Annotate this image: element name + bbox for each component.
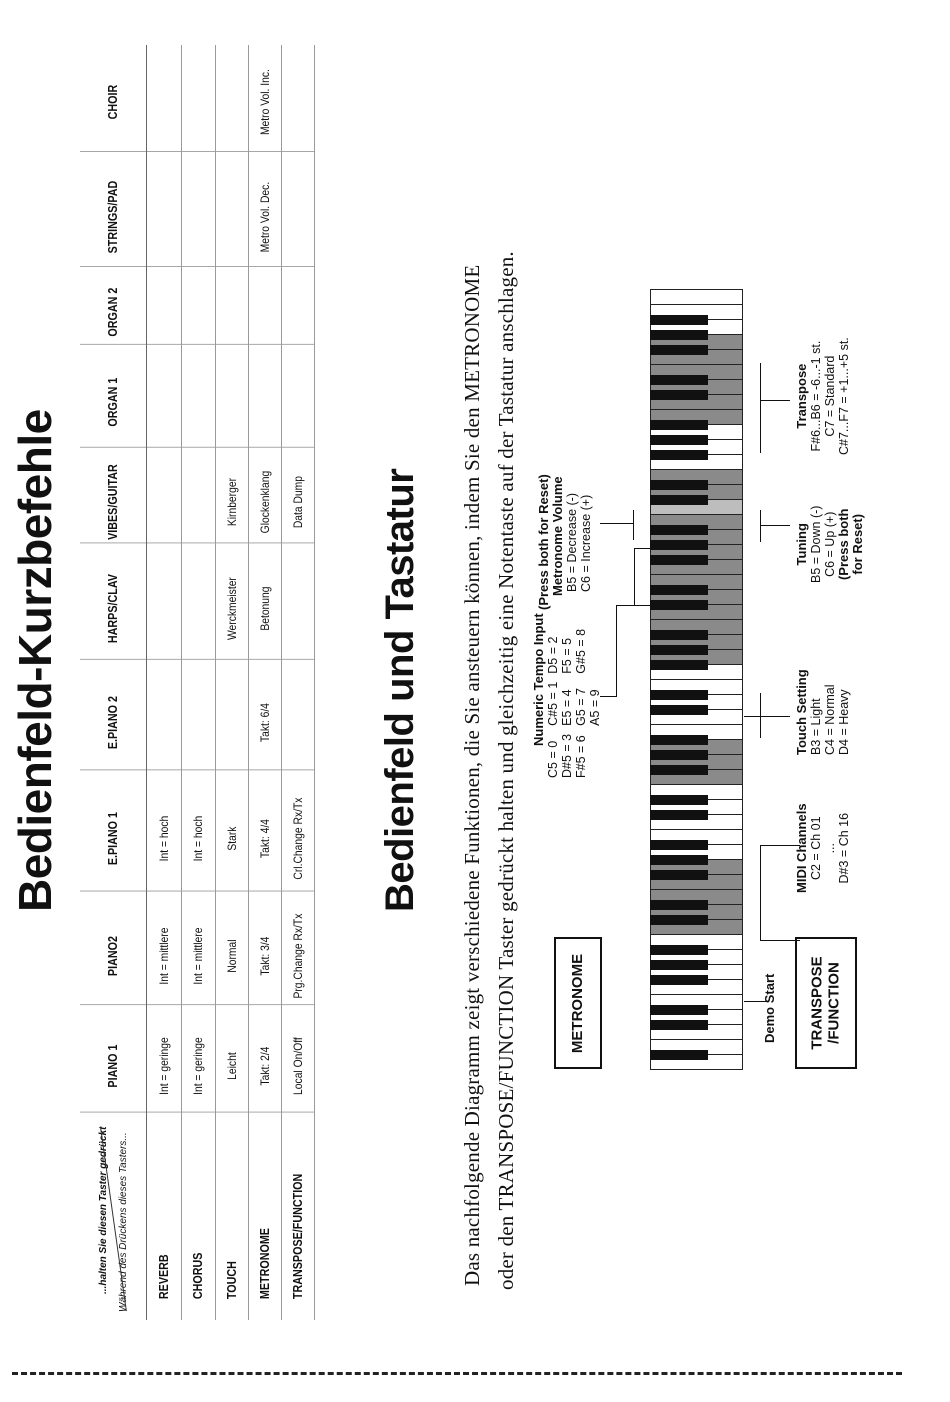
table-cell: Data Dump — [281, 462, 314, 544]
black-key — [650, 375, 708, 385]
metronome-volume-label: (Press both for Reset) Metronome Volume B5 = Decrease (-) C6 = Increase (+) — [536, 474, 593, 610]
col-header-organ1: ORGAN 1 — [80, 357, 146, 447]
table-row — [281, 45, 315, 1320]
table-cell: Crl.Change Rx/Tx — [281, 787, 314, 892]
black-key — [650, 420, 708, 430]
table-cell — [181, 280, 215, 345]
table-row — [215, 45, 249, 1320]
col-header-strings-pad: STRINGS/PAD — [80, 168, 146, 267]
shortcut-table — [80, 45, 315, 1320]
black-key — [650, 555, 708, 565]
black-key — [650, 915, 708, 925]
table-cell: Local On/Off — [281, 1020, 314, 1112]
table-cell — [215, 168, 248, 267]
col-header-organ2: ORGAN 2 — [80, 280, 146, 345]
intro-paragraph-line1: Das nachfolgende Diagramm zeigt verschiedene Funktionen, die Sie ansteuern können, indem Sie den METRONOME — [460, 264, 484, 1286]
table-cell — [215, 676, 248, 771]
col-header-piano2: PIANO2 — [80, 908, 146, 1005]
col-header-choir: CHOIR — [80, 53, 146, 152]
table-cell — [281, 168, 314, 267]
table-cell — [181, 53, 215, 152]
black-key — [650, 1020, 708, 1030]
col-header-vibes-guitar: VIBES/GUITAR — [80, 462, 146, 544]
table-cell — [281, 558, 314, 659]
table-header-row — [80, 45, 147, 1320]
touch-setting-label: Touch Setting B3 = Light C4 = Normal D4 = Heavy — [794, 669, 851, 755]
row-label: TOUCH — [224, 1261, 239, 1300]
table-cell — [281, 53, 314, 152]
black-key — [650, 945, 708, 955]
transpose-function-button[interactable]: TRANSPOSE /FUNCTION — [795, 937, 857, 1069]
table-cell: Leicht — [215, 1020, 248, 1112]
table-cell: Int = hoch — [181, 787, 215, 892]
table-cell — [181, 357, 215, 447]
numeric-tempo-label: Numeric Tempo Input C5 = 0 D#5 = 3 F#5 = 6 C#5 = 1 E5 = 4 G5 = 7 A5 = 9 D5 = 2 F5 = 5 G#5 = 8 — [531, 613, 602, 778]
metronome-button[interactable]: METRONOME — [554, 937, 602, 1069]
table-cell — [147, 53, 181, 152]
midi-channels-label: MIDI Channels C2 = Ch 01 ... D#3 = Ch 16 — [794, 803, 851, 893]
section-title: Bedienfeld und Tastatur — [378, 468, 422, 912]
black-key — [650, 585, 708, 595]
black-key — [650, 390, 708, 400]
table-cell: Takt: 4/4 — [248, 787, 281, 892]
table-cell — [181, 676, 215, 771]
black-key — [650, 705, 708, 715]
table-row — [147, 45, 182, 1320]
table-cell — [181, 462, 215, 544]
black-key — [650, 630, 708, 640]
table-cell: Metro Vol. Dec. — [248, 168, 281, 267]
table-cell — [147, 168, 181, 267]
table-cell — [147, 357, 181, 447]
black-key — [650, 525, 708, 535]
black-key — [650, 1050, 708, 1060]
black-key — [650, 810, 708, 820]
black-key — [650, 870, 708, 880]
table-cell: Takt: 6/4 — [248, 676, 281, 771]
table-cell — [147, 558, 181, 659]
table-cell: Takt: 2/4 — [248, 1020, 281, 1112]
row-label: CHORUS — [191, 1252, 205, 1300]
header-press-text: Während des Drückens dieses Tasters... — [117, 1132, 129, 1312]
table-cell — [248, 357, 281, 447]
black-key — [650, 960, 708, 970]
intro-paragraph-line2: oder den TRANSPOSE/FUNCTION Taster gedrückt halten und gleichzeitig eine Notentaste auf der Tastatur anschlagen. — [494, 251, 518, 1290]
col-header-epiano1: E.PIANO 1 — [80, 787, 146, 892]
transpose-label: Transpose F#6...B6 = -6...-1 st. C7 = Standard C#7...F7 = +1...+5 st. — [794, 337, 851, 455]
black-key — [650, 645, 708, 655]
black-key — [650, 690, 708, 700]
table-cell — [281, 280, 314, 345]
black-key — [650, 345, 708, 355]
black-key — [650, 600, 708, 610]
black-key — [650, 330, 708, 340]
black-key — [650, 495, 708, 505]
col-header-harps-clav: HARPS/CLAV — [80, 558, 146, 659]
table-cell — [215, 280, 248, 345]
black-key — [650, 540, 708, 550]
table-cell — [215, 357, 248, 447]
table-cell: Betonung — [248, 558, 281, 659]
black-key — [650, 855, 708, 865]
table-cell — [281, 676, 314, 771]
table-cell: Kirnberger — [215, 462, 248, 544]
table-cell — [147, 462, 181, 544]
table-corner-cell — [80, 1120, 146, 1320]
black-key — [650, 900, 708, 910]
table-cell: Normal — [215, 908, 248, 1005]
col-header-piano1: PIANO 1 — [80, 1020, 146, 1112]
black-key — [650, 735, 708, 745]
table-cell: Int = hoch — [147, 787, 181, 892]
table-row — [248, 45, 282, 1320]
demo-start-label: Demo Start — [762, 973, 777, 1043]
table-cell: Metro Vol. Inc. — [248, 53, 281, 152]
black-key — [650, 480, 708, 490]
header-hold-text: ...halten Sie diesen Taster gedrückt — [97, 1126, 109, 1294]
table-cell — [181, 168, 215, 267]
table-cell — [248, 280, 281, 345]
black-key — [650, 435, 708, 445]
table-cell — [281, 357, 314, 447]
table-cell: Int = mittlere — [181, 908, 215, 1005]
black-key — [650, 840, 708, 850]
black-key — [650, 795, 708, 805]
table-cell: Prg.Change Rx/Tx — [281, 908, 314, 1005]
table-cell: Glockenklang — [248, 462, 281, 544]
black-key — [650, 750, 708, 760]
white-key — [650, 289, 743, 305]
table-cell — [147, 280, 181, 345]
black-key — [650, 765, 708, 775]
table-cell: Takt: 3/4 — [248, 908, 281, 1005]
table-cell: Int = geringe — [181, 1020, 215, 1112]
cut-line — [12, 1372, 902, 1375]
black-key — [650, 450, 708, 460]
page-title: Bedienfeld-Kurzbefehle — [9, 409, 61, 912]
black-key — [650, 660, 708, 670]
table-cell — [215, 53, 248, 152]
table-cell — [147, 676, 181, 771]
table-cell: Int = geringe — [147, 1020, 181, 1112]
table-cell: Stark — [215, 787, 248, 892]
black-key — [650, 975, 708, 985]
table-cell — [181, 558, 215, 659]
col-header-epiano2: E.PIANO 2 — [80, 676, 146, 771]
black-key — [650, 315, 708, 325]
tuning-label: Tuning B5 = Down (-) C6 = Up (+) (Press both for Reset) — [794, 505, 865, 583]
table-cell: Int = mittlere — [147, 908, 181, 1005]
keyboard — [650, 290, 743, 1070]
black-key — [650, 1005, 708, 1015]
row-label: TRANSPOSE/FUNCTION — [290, 1173, 305, 1300]
table-row — [181, 45, 216, 1320]
table-cell: Werckmeister — [215, 558, 248, 659]
row-label: REVERB — [157, 1254, 171, 1300]
row-label: METRONOME — [257, 1228, 272, 1300]
